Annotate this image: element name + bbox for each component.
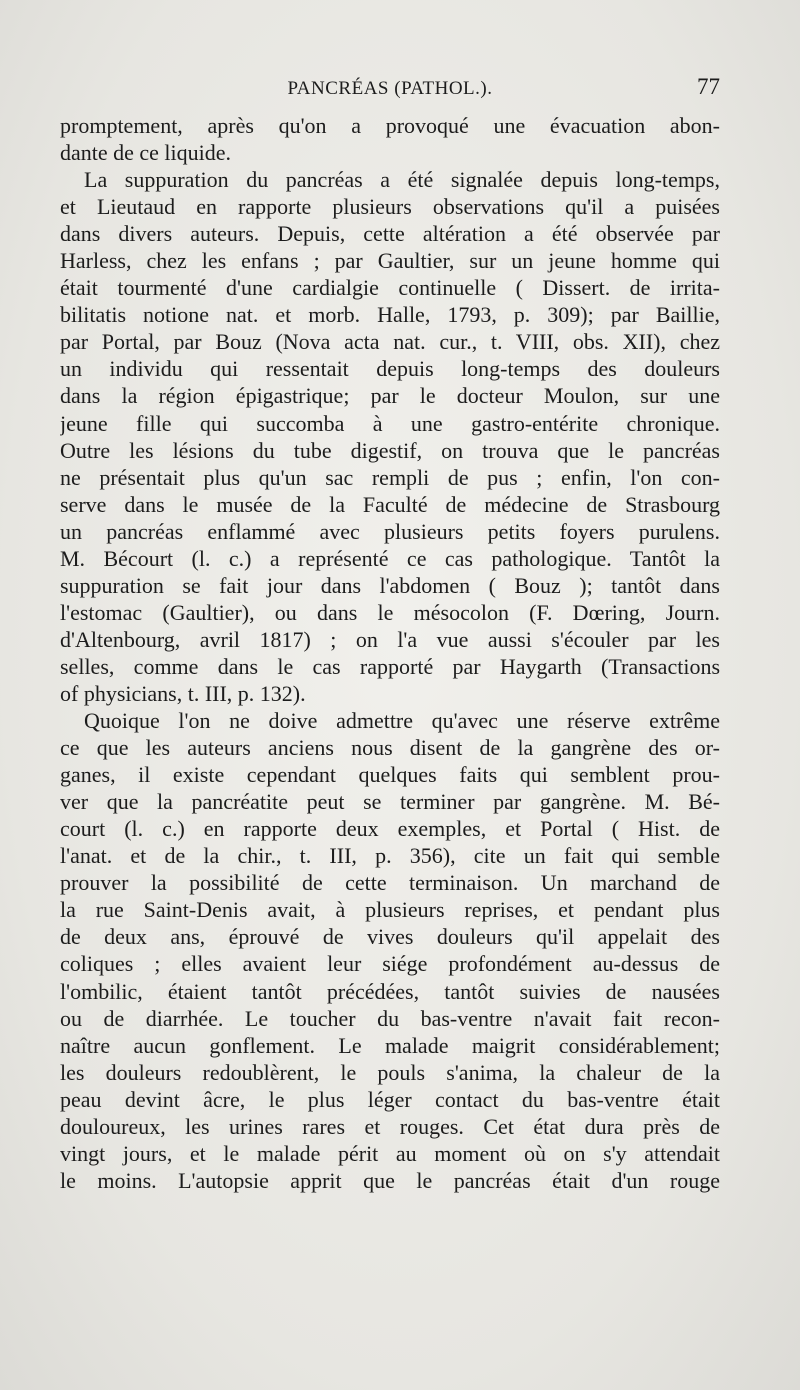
text-line: M. Bécourt (l. c.) a représenté ce cas pathologique. Tantôt la xyxy=(60,545,720,571)
text-line: était tourmenté d'une cardialgie continuelle ( Dissert. de irrita- xyxy=(60,275,720,301)
text-line: ne présentait plus qu'un sac rempli de pus ; enfin, l'on con- xyxy=(60,464,720,490)
text-line: prouver la possibilité de cette terminaison. Un marchand de xyxy=(60,870,720,896)
text-line: vingt jours, et le malade périt au moment où on s'y attendait xyxy=(60,1140,720,1166)
text-line: l'estomac (Gaultier), ou dans le mésocolon (F. Dœring, Journ. xyxy=(60,599,720,625)
text-line: dante de ce liquide. xyxy=(60,140,232,166)
text-line: of physicians, t. III, p. 132). xyxy=(60,680,306,706)
text-line: serve dans le musée de la Faculté de médecine de Strasbourg xyxy=(60,491,720,517)
text-line: et Lieutaud en rapporte plusieurs observations qu'il a puisées xyxy=(60,194,720,220)
text-line: court (l. c.) en rapporte deux exemples, et Portal ( Hist. de xyxy=(60,816,720,842)
text-line: par Portal, par Bouz (Nova acta nat. cur., t. VIII, obs. XII), chez xyxy=(60,329,720,355)
text-line: suppuration se fait jour dans l'abdomen ( Bouz ); tantôt dans xyxy=(60,572,720,598)
text-line: La suppuration du pancréas a été signalée depuis long-temps, xyxy=(84,167,720,193)
text-line: ou de diarrhée. Le toucher du bas-ventre n'avait fait recon- xyxy=(60,1005,720,1031)
text-line: l'ombilic, étaient tantôt précédées, tantôt suivies de nausées xyxy=(60,978,720,1004)
body-text xyxy=(60,112,720,1194)
page-number: 77 xyxy=(697,74,720,99)
text-line: naître aucun gonflement. Le malade maigrit considérablement; xyxy=(60,1032,720,1058)
text-line: les douleurs redoublèrent, le pouls s'anima, la chaleur de la xyxy=(60,1059,720,1085)
text-line: peau devint âcre, le plus léger contact du bas-ventre était xyxy=(60,1086,720,1112)
text-line: un pancréas enflammé avec plusieurs petits foyers purulens. xyxy=(60,518,720,544)
text-line: Outre les lésions du tube digestif, on trouva que le pancréas xyxy=(60,437,720,463)
page-header xyxy=(60,72,720,106)
text-line: ce que les auteurs anciens nous disent de la gangrène des or- xyxy=(60,735,720,761)
running-title: PANCRÉAS (PATHOL.). xyxy=(287,78,493,99)
text-line: selles, comme dans le cas rapporté par Haygarth (Transactions xyxy=(60,653,720,679)
text-line: d'Altenbourg, avril 1817) ; on l'a vue aussi s'écouler par les xyxy=(60,626,720,652)
text-line: coliques ; elles avaient leur siége profondément au-dessus de xyxy=(60,951,720,977)
text-line: Harless, chez les enfans ; par Gaultier, sur un jeune homme qui xyxy=(60,248,720,274)
text-line: Quoique l'on ne doive admettre qu'avec une réserve extrême xyxy=(84,708,720,734)
text-line: le moins. L'autopsie apprit que le pancréas était d'un rouge xyxy=(60,1167,720,1193)
text-line: promptement, après qu'on a provoqué une évacuation abon- xyxy=(60,113,720,138)
text-line: dans divers auteurs. Depuis, cette altération a été observée par xyxy=(60,221,720,247)
text-line: ganes, il existe cependant quelques faits qui semblent prou- xyxy=(60,762,720,788)
text-line: un individu qui ressentait depuis long-temps des douleurs xyxy=(60,356,720,382)
text-line: bilitatis notione nat. et morb. Halle, 1793, p. 309); par Baillie, xyxy=(60,302,720,328)
text-line: douloureux, les urines rares et rouges. Cet état dura près de xyxy=(60,1113,720,1139)
text-line: ver que la pancréatite peut se terminer par gangrène. M. Bé- xyxy=(60,789,720,815)
text-line: dans la région épigastrique; par le docteur Moulon, sur une xyxy=(60,383,720,409)
text-line: jeune fille qui succomba à une gastro-entérite chronique. xyxy=(60,410,720,436)
text-line: de deux ans, éprouvé de vives douleurs qu'il appelait des xyxy=(60,924,720,950)
text-line: la rue Saint-Denis avait, à plusieurs reprises, et pendant plus xyxy=(60,897,720,923)
text-line: l'anat. et de la chir., t. III, p. 356), cite un fait qui semble xyxy=(60,843,720,869)
